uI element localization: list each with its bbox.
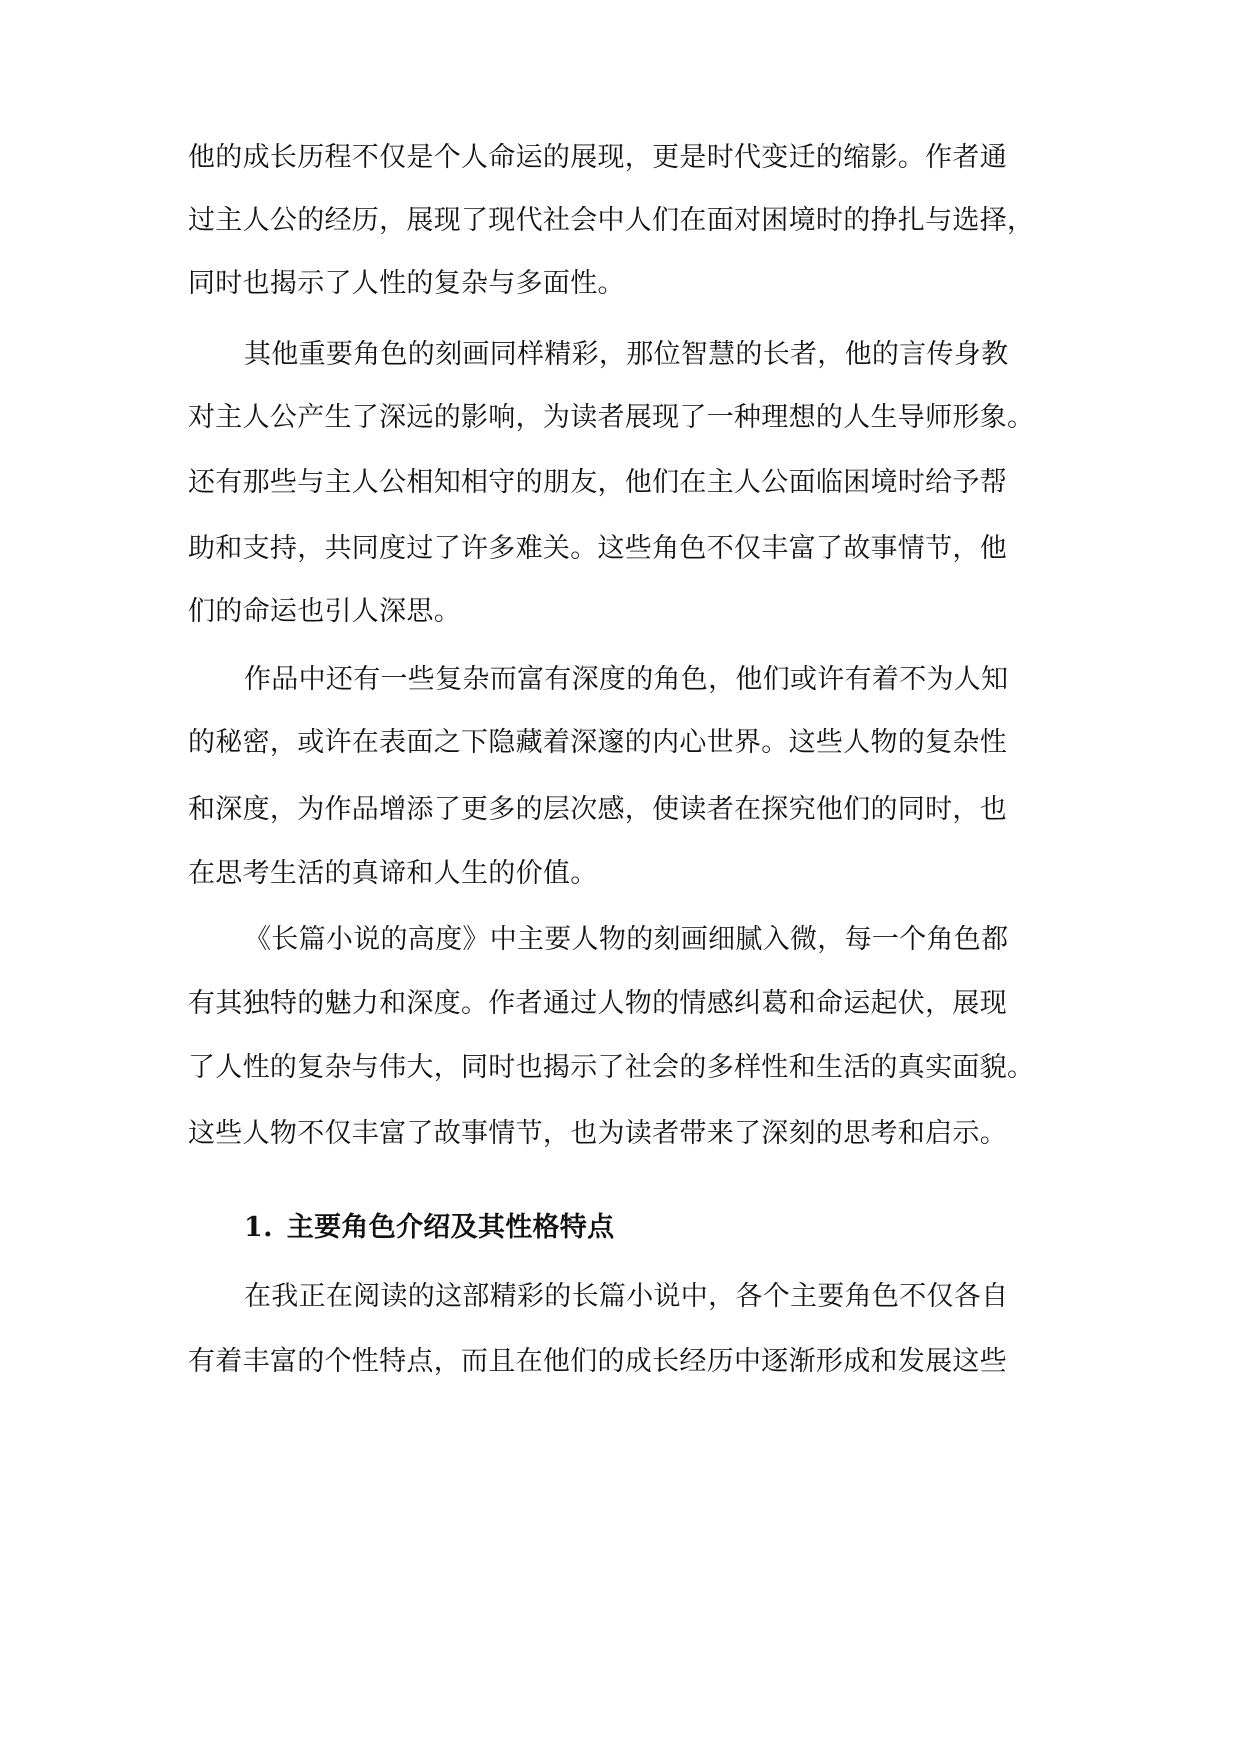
body-text-line: 们的命运也引人深思。 [188,596,461,627]
paragraph-first-line: 《长篇小说的高度》中主要人物的刻画细腻入微，每一个角色都 [244,924,1009,955]
section-number: 1. [244,1212,273,1243]
body-text-line: 的秘密，或许在表面之下隐藏着深邃的内心世界。这些人物的复杂性 [188,727,1007,758]
paragraph-first-line: 在我正在阅读的这部精彩的长篇小说中，各个主要角色不仅各自 [244,1281,1009,1312]
section-title: 主要角色介绍及其性格特点 [286,1212,615,1243]
body-text-line: 这些人物不仅丰富了故事情节，也为读者带来了深刻的思考和启示。 [188,1118,1007,1149]
body-text-line: 同时也揭示了人性的复杂与多面性。 [188,268,625,299]
body-text-line: 有其独特的魅力和深度。作者通过人物的情感纠葛和命运起伏，展现 [188,988,1007,1019]
body-text-line: 有着丰富的个性特点，而且在他们的成长经历中逐渐形成和发展这些 [188,1346,1007,1377]
section-heading [244,1208,614,1248]
body-text-line: 还有那些与主人公相知相守的朋友，他们在主人公面临困境时给予帮 [188,467,1007,498]
body-text-line: 他的成长历程不仅是个人命运的展现，更是时代变迁的缩影。作者通 [188,142,1007,173]
body-text-line: 了人性的复杂与伟大，同时也揭示了社会的多样性和生活的真实面貌。 [188,1052,1035,1083]
body-text-line: 对主人公产生了深远的影响，为读者展现了一种理想的人生导师形象。 [188,402,1035,433]
body-text-line: 和深度，为作品增添了更多的层次感，使读者在探究他们的同时，也 [188,794,1007,825]
body-text-line: 助和支持，共同度过了许多难关。这些角色不仅丰富了故事情节，他 [188,533,1007,564]
body-text-line: 在思考生活的真谛和人生的价值。 [188,858,598,889]
paragraph-first-line: 作品中还有一些复杂而富有深度的角色，他们或许有着不为人知 [244,664,1009,695]
paragraph-first-line: 其他重要角色的刻画同样精彩，那位智慧的长者，他的言传身教 [244,339,1009,370]
body-text-line: 过主人公的经历，展现了现代社会中人们在面对困境时的挣扎与选择， [188,205,1035,236]
